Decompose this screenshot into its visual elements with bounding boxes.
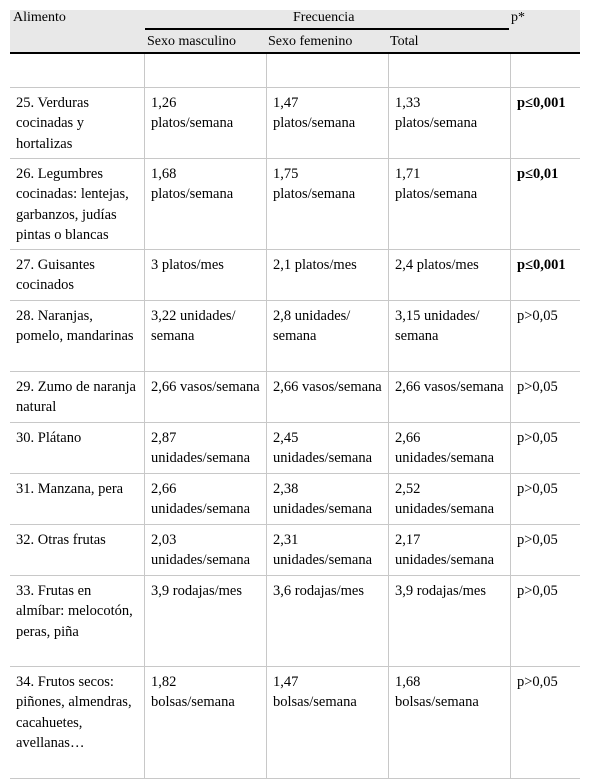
cell-p: p≤0,001 [517, 95, 566, 111]
cell-alimento: 28. Naranjas, pomelo, mandarinas [10, 301, 145, 371]
cell-total: 1,71 platos/semana [389, 159, 511, 249]
cell-sexo-femenino: 2,38 unidades/semana [267, 474, 389, 524]
cell-total: 1,33 platos/semana [389, 88, 511, 158]
cell-p: p>0,05 [517, 583, 558, 599]
cell-sexo-femenino: 2,31 unidades/semana [267, 525, 389, 575]
cell-alimento: 30. Plátano [10, 423, 145, 473]
table-row [10, 525, 580, 576]
cell-alimento: 34. Frutos secos: piñones, almendras, cacahuetes, avellanas… [10, 667, 145, 778]
cell-alimento: 32. Otras frutas [10, 525, 145, 575]
cell-sexo-masculino: 2,66 unidades/semana [145, 474, 267, 524]
cell-sexo-masculino: 2,03 unidades/semana [145, 525, 267, 575]
table-row [10, 423, 580, 474]
table-row [10, 88, 580, 159]
cell-total: 2,4 platos/mes [389, 250, 511, 300]
table-row [10, 250, 580, 301]
cell-sexo-femenino: 3,6 rodajas/mes [267, 576, 389, 666]
table-row [10, 54, 580, 88]
table-row [10, 159, 580, 250]
header-alimento: Alimento [13, 10, 66, 25]
cell-total: 2,17 unidades/semana [389, 525, 511, 575]
table-row [10, 667, 580, 779]
cell-alimento: 31. Manzana, pera [10, 474, 145, 524]
cell-sexo-femenino: 2,66 vasos/semana [267, 372, 389, 422]
cell-total: 2,52 unidades/semana [389, 474, 511, 524]
cell-sexo-femenino: 2,8 unidades/ semana [267, 301, 389, 371]
cell-sexo-femenino: 1,47 platos/semana [267, 88, 389, 158]
cell-p: p>0,05 [517, 308, 558, 324]
cell-sexo-masculino: 1,68 platos/semana [145, 159, 267, 249]
cell-alimento: 27. Guisantes cocinados [10, 250, 145, 300]
header-sexo-masculino: Sexo masculino [147, 34, 237, 49]
cell-sexo-masculino: 3,9 rodajas/mes [145, 576, 267, 666]
cell-total [389, 54, 511, 87]
cell-p: p>0,05 [517, 674, 558, 690]
header-sexo-femenino: Sexo femenino [268, 34, 353, 49]
header-p: p* [511, 10, 525, 25]
cell-alimento: 25. Verduras cocinadas y hortalizas [10, 88, 145, 158]
cell-sexo-masculino: 3,22 unidades/ semana [145, 301, 267, 371]
cell-sexo-femenino: 2,45 unidades/semana [267, 423, 389, 473]
cell-total: 1,68 bolsas/semana [389, 667, 511, 778]
cell-sexo-masculino: 1,26 platos/semana [145, 88, 267, 158]
cell-total: 2,66 unidades/semana [389, 423, 511, 473]
cell-sexo-femenino [267, 54, 389, 87]
cell-sexo-masculino: 1,82 bolsas/semana [145, 667, 267, 778]
cell-total: 3,15 unidades/ semana [389, 301, 511, 371]
header-frecuencia: Frecuencia [293, 10, 355, 25]
cell-alimento [10, 54, 145, 87]
cell-p: p>0,05 [517, 430, 558, 446]
table-row [10, 301, 580, 372]
cell-p: p>0,05 [517, 532, 558, 548]
cell-p: p>0,05 [517, 379, 558, 395]
cell-total: 3,9 rodajas/mes [389, 576, 511, 666]
frecuencia-underline [145, 28, 509, 30]
table-row [10, 372, 580, 423]
cell-total: 2,66 vasos/semana [389, 372, 511, 422]
cell-sexo-masculino [145, 54, 267, 87]
cell-alimento: 33. Frutas en almíbar: melocotón, peras, piña [10, 576, 145, 666]
cell-sexo-masculino: 3 platos/mes [145, 250, 267, 300]
cell-p: p>0,05 [517, 481, 558, 497]
cell-p [511, 54, 580, 87]
cell-p: p≤0,01 [517, 166, 559, 182]
table-header [10, 10, 580, 54]
cell-sexo-masculino: 2,66 vasos/semana [145, 372, 267, 422]
table-row [10, 576, 580, 667]
cell-alimento: 29. Zumo de naranja natural [10, 372, 145, 422]
cell-p: p≤0,001 [517, 257, 566, 273]
cell-sexo-masculino: 2,87 unidades/semana [145, 423, 267, 473]
cell-sexo-femenino: 2,1 platos/mes [267, 250, 389, 300]
table-row [10, 474, 580, 525]
cell-sexo-femenino: 1,75 platos/semana [267, 159, 389, 249]
header-total: Total [390, 34, 419, 49]
cell-alimento: 26. Legumbres cocinadas: lentejas, garbanzos, judías pintas o blancas [10, 159, 145, 249]
cell-sexo-femenino: 1,47 bolsas/semana [267, 667, 389, 778]
